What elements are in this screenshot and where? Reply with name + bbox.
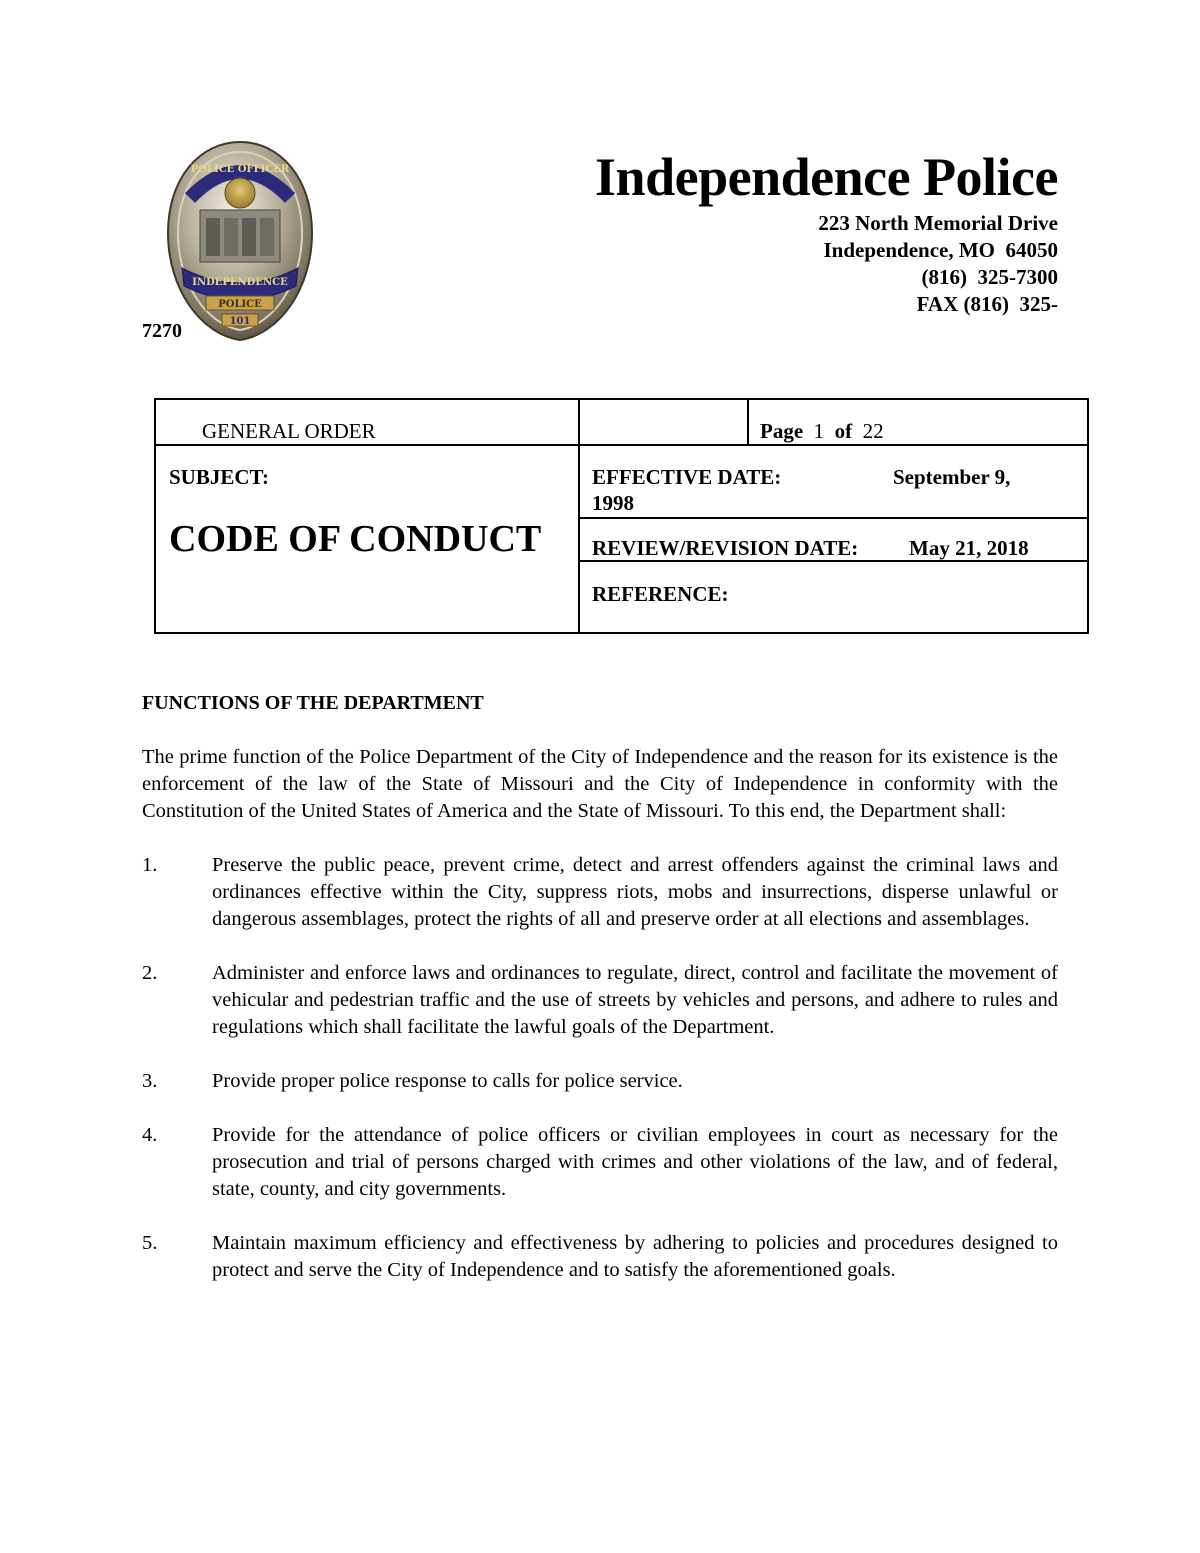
effective-date-label: EFFECTIVE DATE: — [592, 465, 782, 489]
list-item — [142, 1122, 1058, 1203]
list-item-number: 5. — [142, 1232, 158, 1254]
subject-label: SUBJECT: — [169, 465, 269, 489]
police-badge-icon — [160, 138, 320, 343]
list-item — [142, 1068, 1058, 1095]
list-item — [142, 960, 1058, 1041]
list-item-text: Provide proper police response to calls for police service. — [212, 1070, 683, 1092]
table-divider — [156, 444, 1087, 446]
list-item-text: Maintain maximum efficiency and effectiveness by adhering to policies and procedures designed to protect and serve the City of Independence and to satisfy the aforementioned goals. — [212, 1232, 1058, 1281]
intro-paragraph: The prime function of the Police Department of the City of Independence and the reason for its existence is the enforcement of the law of the State of Missouri and the City of Independence in conformity with the Constitution of the United States of America and the State of Missouri. To this end, the Department shall: — [142, 746, 1058, 822]
address-line-1: 223 North Memorial Drive — [818, 211, 1058, 235]
list-item-number: 3. — [142, 1070, 158, 1092]
general-order-label: GENERAL ORDER — [202, 419, 376, 443]
review-date-label: REVIEW/REVISION DATE: — [592, 536, 859, 560]
fax-continuation: 7270 — [142, 320, 182, 342]
address-block — [818, 210, 1058, 318]
list-item — [142, 852, 1058, 933]
badge-bottom-text: INDEPENDENCE — [192, 277, 288, 288]
page-label: Page — [760, 419, 804, 443]
table-divider — [578, 400, 580, 632]
effective-date-value: September 9, — [893, 465, 1011, 489]
list-item-text: Administer and enforce laws and ordinances to regulate, direct, control and facilitate the movement of vehicular and pedestrian traffic and the use of streets by vehicles and persons, and adhere to rules and regulations which shall facilitate the lawful goals of the Department. — [212, 962, 1058, 1038]
badge-rank-text: POLICE — [218, 299, 262, 310]
list-item-number: 1. — [142, 854, 158, 876]
table-divider — [747, 400, 749, 444]
of-label: of — [834, 419, 853, 443]
subject-value: CODE OF CONDUCT — [169, 518, 542, 560]
effective-date-year: 1998 — [592, 491, 634, 515]
reference-label: REFERENCE: — [592, 582, 729, 606]
list-item-text: Provide for the attendance of police officers or civilian employees in court as necessary for the prosecution and trial of persons charged with crimes and other violations of the law, and of federal, state, county, and city governments. — [212, 1124, 1058, 1200]
section-heading: FUNCTIONS OF THE DEPARTMENT — [142, 692, 484, 714]
page-total: 22 — [862, 419, 884, 443]
list-item-number: 2. — [142, 962, 158, 984]
general-order-table — [154, 398, 1089, 634]
badge-top-text: POLICE OFFICER — [190, 164, 290, 175]
document-body — [142, 690, 1058, 1311]
phone-number: (816) 325-7300 — [921, 265, 1058, 289]
list-item-text: Preserve the public peace, prevent crime, detect and arrest offenders against the criminal laws and ordinances effective within the City, suppress riots, mobs and insurrections, disperse unlawful or dangerous assemblages, protect the rights of all and preserve order at all elections and assemblages. — [212, 854, 1058, 930]
review-date-value: May 21, 2018 — [909, 536, 1029, 560]
badge-number: 101 — [229, 316, 251, 327]
address-line-2: Independence, MO 64050 — [823, 238, 1058, 262]
list-item-number: 4. — [142, 1124, 158, 1146]
fax-number: FAX (816) 325- — [916, 292, 1058, 316]
list-item — [142, 1230, 1058, 1284]
page-number: 1 — [813, 419, 825, 443]
organization-name: Independence Police — [595, 147, 1058, 207]
page-indicator — [760, 419, 884, 444]
table-divider — [580, 517, 1087, 519]
